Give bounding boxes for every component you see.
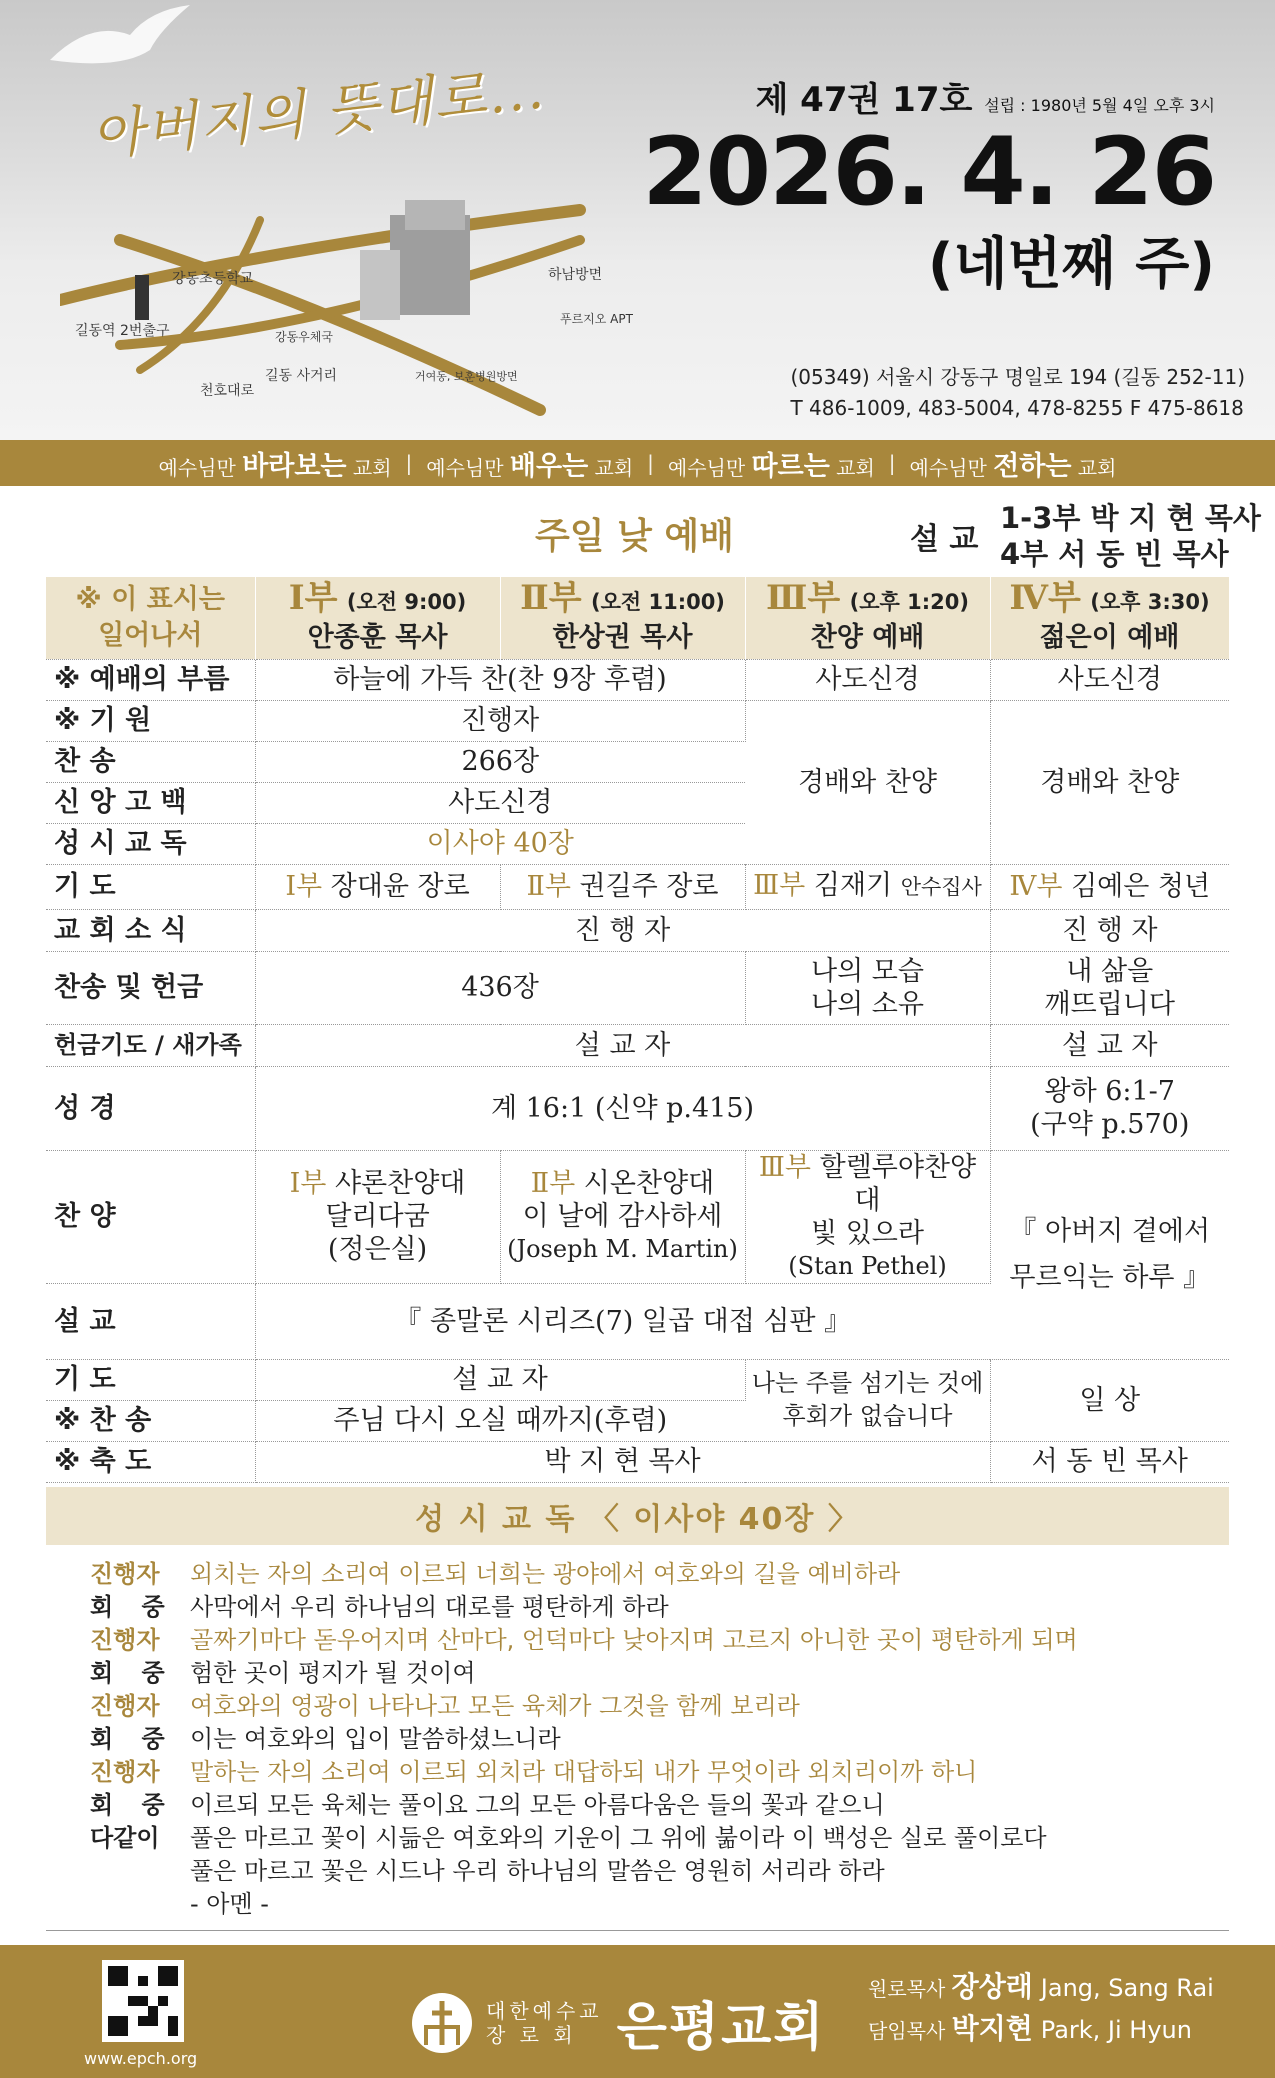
map-label: 강동우체국 [275, 330, 333, 344]
address-line: (05349) 서울시 강동구 명일로 194 (길동 252-11) [790, 365, 1245, 389]
reading-line: 진행자 외치는 자의 소리여 이르되 너희는 광야에서 여호와의 길을 예비하라 [90, 1560, 901, 1588]
reading-line: 진행자 골짜기마다 돋우어지며 산마다, 언덕마다 낮아지며 고르지 아니한 곳이 평탄하게 되며 [90, 1626, 1078, 1654]
divider: | [888, 451, 896, 475]
table-cell: 나의 모습 나의 소유 [745, 951, 990, 1024]
row-label: 기 도 [46, 864, 255, 909]
row-label: 기 도 [46, 1359, 255, 1400]
table-cell: 계 16:1 (신약 p.415) [255, 1066, 990, 1150]
preacher-item: 4부 서 동 빈 목사 [1000, 537, 1229, 571]
map-label: 강동초등학교 [172, 271, 254, 287]
service-col-2: Ⅱ부 (오전 11:00) 한상권 목사 [500, 577, 745, 659]
slogan-item: 예수님만 따르는 교회 [667, 450, 875, 482]
dove-icon [40, 0, 200, 90]
table-cell: Ⅰ부 장대윤 장로 [255, 864, 500, 909]
table-cell: 『 종말론 시리즈(7) 일곱 대접 심판 』 [255, 1283, 990, 1359]
preacher-item: 1-3부 박 지 현 목사 [1000, 501, 1261, 535]
table-cell: 왕하 6:1-7 (구약 p.570) [990, 1066, 1229, 1150]
table-cell: 436장 [255, 951, 745, 1024]
table-cell: 주님 다시 오실 때까지(후렴) [255, 1400, 745, 1441]
church-address [790, 362, 1245, 424]
bulletin-footer [0, 1945, 1275, 2078]
map-roads-icon [60, 180, 660, 420]
reading-line: 회 중 험한 곳이 평지가 될 것이여 [90, 1659, 476, 1687]
reading-line: 진행자 여호와의 영광이 나타나고 모든 육체가 그것을 함께 보리라 [90, 1692, 800, 1720]
table-cell: Ⅱ부 시온찬양대 이 날에 감사하세 (Joseph M. Martin) [500, 1150, 745, 1283]
table-row [46, 1441, 1229, 1482]
table-cell: 내 삶을 깨뜨립니다 [990, 951, 1229, 1024]
table-cell: 나는 주를 섬기는 것에 후회가 없습니다 [745, 1359, 990, 1441]
table-cell: 진 행 자 [255, 909, 990, 951]
table-cell: 266장 [255, 741, 745, 782]
table-cell: Ⅳ부 김예은 청년 [990, 864, 1229, 909]
map-label: 길동 사거리 [265, 368, 338, 384]
table-cell: 이사야 40장 [255, 823, 745, 864]
pastor-list [868, 1967, 1214, 2051]
row-label: 찬송 및 헌금 [46, 951, 255, 1024]
service-title: 주일 낮 예배 [535, 516, 734, 557]
table-cell: Ⅲ부 김재기 안수집사 [745, 864, 990, 909]
map-label: 천호대로 [200, 383, 255, 399]
row-label: 교 회 소 식 [46, 909, 255, 951]
map-label: 하남방면 [548, 267, 603, 283]
table-row [46, 1066, 1229, 1150]
table-row [46, 700, 1229, 741]
amen: - 아멘 - [190, 1890, 269, 1918]
phone-line: T 486-1009, 483-5004, 478-8255 F 475-8618 [790, 396, 1244, 420]
denomination: 대한예수교 장 로 회 [486, 1998, 603, 2047]
row-label: 헌금기도 / 새가족 [46, 1024, 255, 1066]
divider: | [405, 451, 413, 475]
reading-line: 회 중 이르되 모든 육체는 풀이요 그의 모든 아름다움은 들의 꽃과 같으니 [90, 1791, 885, 1819]
service-col-3: Ⅲ부 (오후 1:20) 찬양 예배 [745, 577, 990, 659]
responsive-reading [90, 1558, 1210, 1921]
responsive-reading-title: 성 시 교 독 〈 이사야 40장 〉 [46, 1487, 1229, 1545]
reading-line: 다같이 풀은 마르고 꽃이 시듦은 여호와의 기운이 그 위에 붊이라 이 백성은 실로 풀이로다 [90, 1824, 1047, 1852]
row-label: 신 앙 고 백 [46, 782, 255, 823]
divider: | [647, 451, 654, 475]
service-col-1: Ⅰ부 (오전 9:00) 안종훈 목사 [255, 577, 500, 659]
qr-code-icon[interactable] [102, 1960, 184, 2042]
order-of-worship-table [46, 577, 1230, 1483]
preacher-list [1000, 500, 1261, 572]
pastor-item: 담임목사 박지현 Park, Ji Hyun [868, 2012, 1192, 2045]
row-label: 성 시 교 독 [46, 823, 255, 864]
divider [46, 1930, 1229, 1931]
map-label: 푸르지오 APT [560, 312, 633, 326]
table-row [46, 1024, 1229, 1066]
church-logo [412, 1985, 826, 2060]
bulletin-week: (네번째 주) [927, 232, 1215, 297]
slogan-item: 예수님만 배우는 교회 [426, 450, 634, 482]
table-cell: 설 교 자 [990, 1024, 1229, 1066]
pastor-item: 원로목사 장상래 Jang, Sang Rai [868, 1970, 1214, 2003]
table-cell: 서 동 빈 목사 [990, 1441, 1229, 1482]
row-label: 설 교 [46, 1283, 255, 1359]
bulletin-date: 2026. 4. 26 [642, 118, 1215, 227]
table-cell: 박 지 현 목사 [255, 1441, 990, 1482]
table-cell: 설 교 자 [255, 1359, 745, 1400]
motto-logo: 아버지의 뜻대로... [88, 57, 549, 168]
website-link[interactable]: www.epch.org [84, 2049, 198, 2068]
service-col-4: Ⅳ부 (오후 3:30) 젊은이 예배 [990, 577, 1229, 659]
row-label: ※ 축 도 [46, 1441, 255, 1482]
table-cell: 진행자 [255, 700, 745, 741]
slogan-banner [0, 440, 1275, 486]
founded-date: 설립 : 1980년 5월 4일 오후 3시 [984, 96, 1215, 115]
slogan-item: 예수님만 전하는 교회 [909, 450, 1117, 482]
table-cell: 사도신경 [745, 659, 990, 700]
row-label: 찬 양 [46, 1150, 255, 1283]
table-cell: 경배와 찬양 [745, 700, 990, 864]
row-label: 성 경 [46, 1066, 255, 1150]
church-name: 은평교회 [616, 1998, 826, 2058]
issue-info [756, 72, 1216, 121]
row-label: ※ 기 원 [46, 700, 255, 741]
table-cell: Ⅲ부 할렐루야찬양대 빛 있으라 (Stan Pethel) [745, 1150, 990, 1283]
reading-line: 풀은 마르고 꽃은 시드나 우리 하나님의 말씀은 영원히 서리라 하라 [190, 1857, 885, 1885]
map-label: 길동역 2번출구 [75, 323, 170, 339]
table-cell: 사도신경 [990, 659, 1229, 700]
table-row [46, 659, 1229, 700]
table-row [46, 909, 1229, 951]
table-row [46, 864, 1229, 909]
row-label: ※ 예배의 부름 [46, 659, 255, 700]
table-row [46, 1150, 1229, 1283]
bulletin-header [0, 0, 1275, 440]
table-cell: 『 아버지 곁에서 무르익는 하루 』 [990, 1150, 1229, 1359]
table-cell: Ⅱ부 권길주 장로 [500, 864, 745, 909]
table-cell: 설 교 자 [255, 1024, 990, 1066]
table-row [46, 951, 1229, 1024]
standing-note: ※ 이 표시는 일어나서 [46, 577, 255, 659]
row-label: ※ 찬 송 [46, 1400, 255, 1441]
table-row [46, 1359, 1229, 1400]
reading-line: 진행자 말하는 자의 소리여 이르되 외치라 대답하되 내가 무엇이라 외치리이까 하니 [90, 1758, 978, 1786]
row-label: 찬 송 [46, 741, 255, 782]
preacher-label: 설 교 [910, 522, 979, 557]
table-cell: 일 상 [990, 1359, 1229, 1441]
table-cell: 하늘에 가득 찬(찬 9장 후렴) [255, 659, 745, 700]
table-header [46, 577, 1229, 659]
slogan-item: 예수님만 바라보는 교회 [158, 450, 392, 482]
reading-line: 회 중 사막에서 우리 하나님의 대로를 평탄하게 하라 [90, 1593, 669, 1621]
church-emblem-icon [412, 1993, 472, 2053]
table-cell: 사도신경 [255, 782, 745, 823]
church-location-map [60, 180, 660, 420]
table-cell: 경배와 찬양 [990, 700, 1229, 864]
issue-number: 제 47권 17호 [755, 80, 973, 120]
table-cell: 진 행 자 [990, 909, 1229, 951]
map-label: 거여동, 보훈병원방면 [415, 370, 518, 383]
reading-line: 회 중 이는 여호와의 입이 말씀하셨느니라 [90, 1725, 561, 1753]
table-cell: Ⅰ부 샤론찬양대 달리다굼 (정은실) [255, 1150, 500, 1283]
